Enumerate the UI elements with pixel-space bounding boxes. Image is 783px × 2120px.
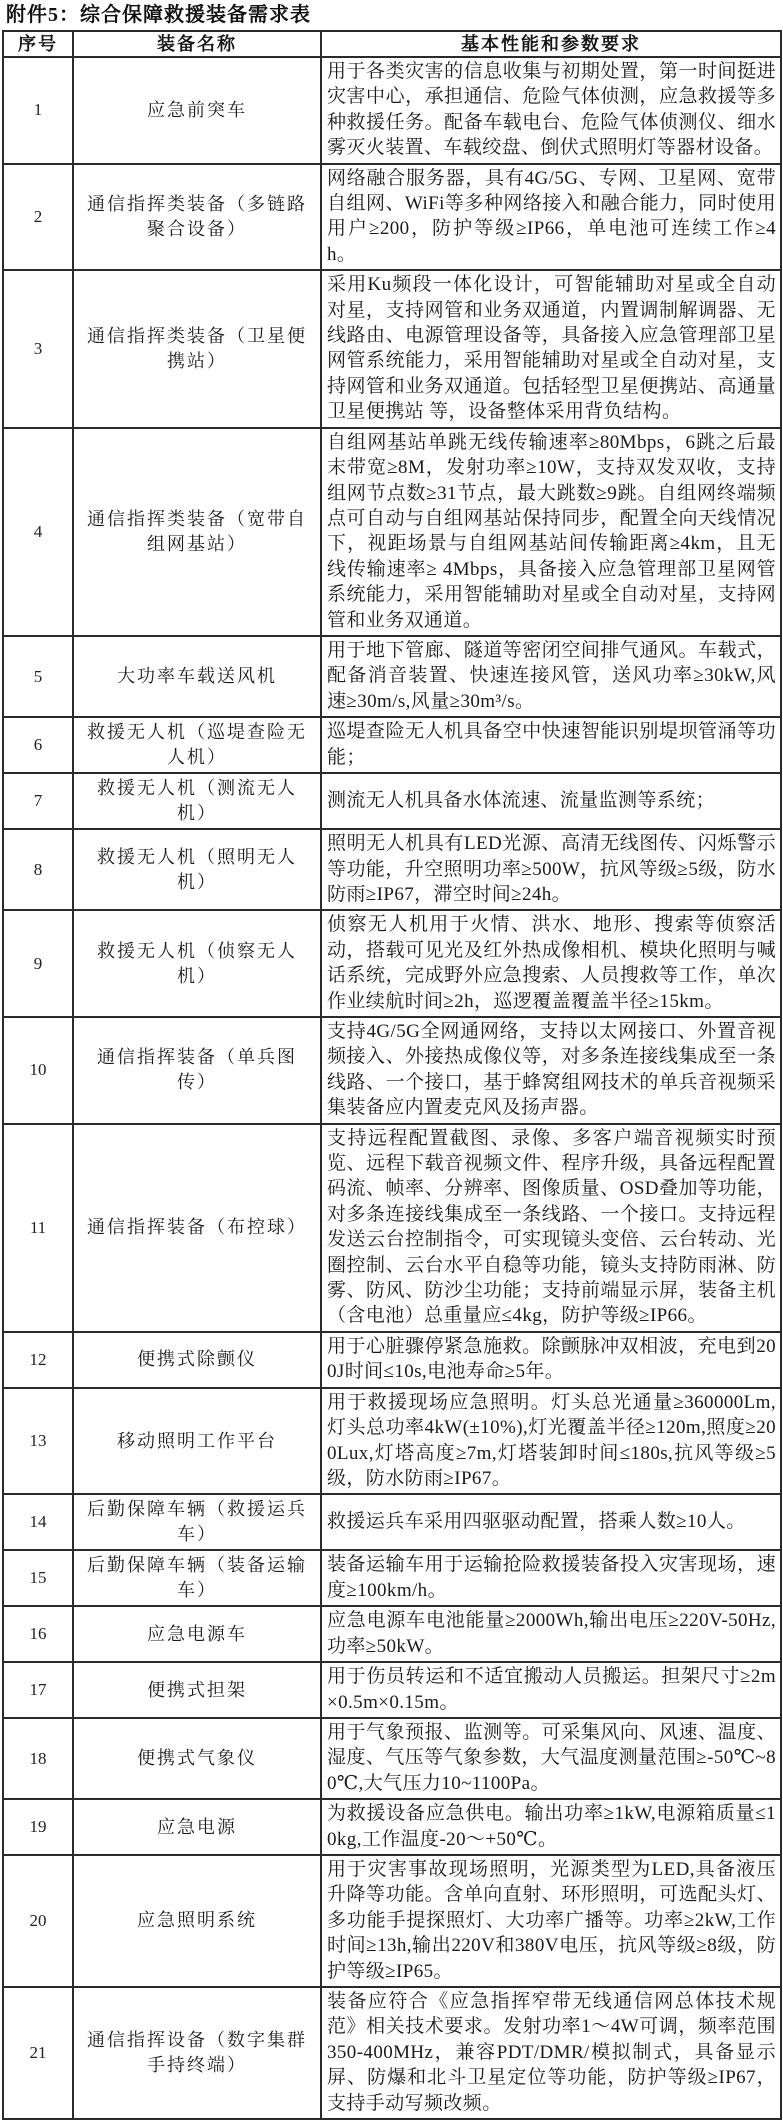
spec-cell: 用于灾害事故现场照明，光源类型为LED,具备液压升降等功能。含单向直射、环形照明，可选配头灯、多功能手提探照灯、大功率广播等。功率≥2kW,工作时间≥13h,输出220V和380V电压，抗风等级≥8级，防护等级≥IP65。 bbox=[321, 1855, 781, 1987]
equipment-name-cell: 便携式除颤仪 bbox=[73, 1332, 321, 1388]
equipment-name-cell: 通信指挥设备（数字集群手持终端） bbox=[73, 1987, 321, 2119]
row-number-cell: 9 bbox=[3, 910, 73, 1017]
spec-cell: 支持远程配置截图、录像、多客户端音视频实时预览、远程下载音视频文件、程序升级，具备远程配置码流、帧率、分辨率、图像质量、OSD叠加等功能，对多条连接线集成至一条线路、一个接口。支持远程发送云台控制指令，可实现镜头变倍、云台转动、光圈控制、云台水平自稳等功能，镜头支持防雨淋、防雾、防风、防沙尘功能；支持前端显示屏，装备主机（含电池）总重量应≤4kg，防护等级≥IP66。 bbox=[321, 1124, 781, 1332]
spec-cell: 巡堤查险无人机具备空中快速智能识别堤坝管涌等功能； bbox=[321, 717, 781, 773]
table-row bbox=[3, 1494, 781, 1550]
equipment-table-body bbox=[3, 57, 781, 2119]
equipment-name-cell: 救援无人机（照明无人机） bbox=[73, 829, 321, 910]
spec-cell: 用于地下管廊、隧道等密闭空间排气通风。车载式，配备消音装置、快速连接风管，送风功率≥30kW,风速≥30m/s,风量≥30m³/s。 bbox=[321, 636, 781, 717]
spec-cell: 用于救援现场应急照明。灯头总光通量≥360000Lm,灯头总功率4kW(±10%),灯光覆盖半径≥120m,照度≥200Lux,灯塔高度≥7m,灯塔装卸时间≤180s,抗风等级≥5级，防水防雨≥IP67。 bbox=[321, 1388, 781, 1495]
table-row bbox=[3, 1606, 781, 1662]
table-row bbox=[3, 1855, 781, 1987]
row-number-cell: 17 bbox=[3, 1662, 73, 1718]
table-row bbox=[3, 910, 781, 1017]
equipment-name-cell: 应急电源车 bbox=[73, 1606, 321, 1662]
spec-cell: 支持4G/5G全网通网络，支持以太网接口、外置音视频接入、外接热成像仪等，对多条连接线集成至一条线路、一个接口，基于蜂窝组网技术的单兵音视频采集装备应内置麦克风及扬声器。 bbox=[321, 1017, 781, 1124]
row-number-cell: 1 bbox=[3, 57, 73, 164]
row-number-cell: 11 bbox=[3, 1124, 73, 1332]
equipment-name-cell: 应急照明系统 bbox=[73, 1855, 321, 1987]
table-row bbox=[3, 1718, 781, 1799]
spec-cell: 侦察无人机用于火情、洪水、地形、搜索等侦察活动，搭载可见光及红外热成像相机、模块化照明与喊话系统，完成野外应急搜索、人员搜救等工作，单次作业续航时间≥2h，巡逻覆盖覆盖半径≥15km。 bbox=[321, 910, 781, 1017]
table-row bbox=[3, 1388, 781, 1495]
table-row bbox=[3, 428, 781, 636]
equipment-requirements-table bbox=[2, 30, 782, 2120]
row-number-cell: 8 bbox=[3, 829, 73, 910]
spec-cell: 为救援设备应急供电。输出功率≥1kW,电源箱质量≤10kg,工作温度-20～+50℃。 bbox=[321, 1799, 781, 1855]
table-row bbox=[3, 717, 781, 773]
header-row bbox=[3, 31, 781, 57]
row-number-cell: 2 bbox=[3, 164, 73, 271]
equipment-name-cell: 救援无人机（巡堤查险无人机） bbox=[73, 717, 321, 773]
row-number-cell: 3 bbox=[3, 270, 73, 427]
table-row bbox=[3, 1550, 781, 1606]
row-number-cell: 15 bbox=[3, 1550, 73, 1606]
spec-cell: 用于各类灾害的信息收集与初期处置，第一时间挺进灾害中心，承担通信、危险气体侦测，应急救援等多种救援任务。配备车载电台、危险气体侦测仪、细水雾灭火装置、车载绞盘、倒伏式照明灯等器材设备。 bbox=[321, 57, 781, 164]
spec-cell: 装备运输车用于运输抢险救援装备投入灾害现场，速度≥100km/h。 bbox=[321, 1550, 781, 1606]
table-row bbox=[3, 1662, 781, 1718]
spec-cell: 采用Ku频段一体化设计，可智能辅助对星或全自动对星，支持网管和业务双通道，内置调制解调器、无线路由、电源管理设备等，具备接入应急管理部卫星网管系统能力，采用智能辅助对星或全自动对星，支持网管和业务双通道。包括轻型卫星便携站、高通量卫星便携站 等，设备整体采用背负结构。 bbox=[321, 270, 781, 427]
spec-cell: 网络融合服务器，具有4G/5G、专网、卫星网、宽带自组网、WiFi等多种网络接入和融合能力，同时使用用户≥200，防护等级≥IP66，单电池可连续工作≥4h。 bbox=[321, 164, 781, 271]
column-header-number: 序号 bbox=[3, 31, 73, 57]
equipment-name-cell: 便携式担架 bbox=[73, 1662, 321, 1718]
equipment-name-cell: 通信指挥类装备（多链路聚合设备） bbox=[73, 164, 321, 271]
equipment-name-cell: 移动照明工作平台 bbox=[73, 1388, 321, 1495]
table-row bbox=[3, 829, 781, 910]
spec-cell: 应急电源车电池能量≥2000Wh,输出电压≥220V-50Hz,功率≥50kW。 bbox=[321, 1606, 781, 1662]
table-row bbox=[3, 773, 781, 829]
row-number-cell: 5 bbox=[3, 636, 73, 717]
equipment-name-cell: 通信指挥类装备（宽带自组网基站） bbox=[73, 428, 321, 636]
spec-cell: 救援运兵车采用四驱驱动配置，搭乘人数≥10人。 bbox=[321, 1494, 781, 1550]
spec-cell: 装备应符合《应急指挥窄带无线通信网总体技术规范》相关技术要求。发射功率1～4W可调，频率范围350-400MHz，兼容PDT/DMR/模拟制式，具备显示屏、防爆和北斗卫星定位等功能，防护等级≥IP67，支持手动写频改频。 bbox=[321, 1987, 781, 2119]
equipment-name-cell: 便携式气象仪 bbox=[73, 1718, 321, 1799]
row-number-cell: 7 bbox=[3, 773, 73, 829]
table-row bbox=[3, 57, 781, 164]
row-number-cell: 21 bbox=[3, 1987, 73, 2119]
table-row bbox=[3, 1017, 781, 1124]
row-number-cell: 18 bbox=[3, 1718, 73, 1799]
table-row bbox=[3, 1799, 781, 1855]
spec-cell: 照明无人机具有LED光源、高清无线图传、闪烁警示等功能，升空照明功率≥500W，抗风等级≥5级，防水防雨≥IP67，滞空时间≥24h。 bbox=[321, 829, 781, 910]
table-row bbox=[3, 1987, 781, 2119]
document-title: 附件5：综合保障救援装备需求表 bbox=[6, 4, 311, 26]
column-header-spec: 基本性能和参数要求 bbox=[321, 31, 781, 57]
row-number-cell: 10 bbox=[3, 1017, 73, 1124]
row-number-cell: 19 bbox=[3, 1799, 73, 1855]
spec-cell: 用于心脏骤停紧急施救。除颤脉冲双相波，充电到200J时间≤10s,电池寿命≥5年。 bbox=[321, 1332, 781, 1388]
equipment-name-cell: 应急电源 bbox=[73, 1799, 321, 1855]
row-number-cell: 20 bbox=[3, 1855, 73, 1987]
spec-cell: 用于气象预报、监测等。可采集风向、风速、温度、湿度、气压等气象参数，大气温度测量范围≥-50℃~80℃,大气压力10~1100Pa。 bbox=[321, 1718, 781, 1799]
table-row bbox=[3, 1124, 781, 1332]
equipment-name-cell: 救援无人机（测流无人机） bbox=[73, 773, 321, 829]
equipment-name-cell: 大功率车载送风机 bbox=[73, 636, 321, 717]
row-number-cell: 6 bbox=[3, 717, 73, 773]
equipment-name-cell: 应急前突车 bbox=[73, 57, 321, 164]
equipment-name-cell: 通信指挥类装备（卫星便携站） bbox=[73, 270, 321, 427]
table-row bbox=[3, 270, 781, 427]
equipment-name-cell: 后勤保障车辆（装备运输车） bbox=[73, 1550, 321, 1606]
spec-cell: 用于伤员转运和不适宜搬动人员搬运。担架尺寸≥2m×0.5m×0.15m。 bbox=[321, 1662, 781, 1718]
row-number-cell: 4 bbox=[3, 428, 73, 636]
row-number-cell: 13 bbox=[3, 1388, 73, 1495]
row-number-cell: 14 bbox=[3, 1494, 73, 1550]
equipment-name-cell: 通信指挥装备（单兵图传） bbox=[73, 1017, 321, 1124]
equipment-name-cell: 通信指挥装备（布控球） bbox=[73, 1124, 321, 1332]
table-row bbox=[3, 636, 781, 717]
spec-cell: 自组网基站单跳无线传输速率≥80Mbps，6跳之后最末带宽≥8M，发射功率≥10W，支持双发双收，支持组网节点数≥31节点，最大跳数≥9跳。自组网终端频点可自动与自组网基站保持同步，配置全向天线情况下，视距场景与自组网基站间传输距离≥4km，且无线传输速率≥ 4Mbps，具备接入应急管理部卫星网管系统能力，采用智能辅助对星或全自动对星，支持网管和业务双通道。 bbox=[321, 428, 781, 636]
equipment-name-cell: 后勤保障车辆（救援运兵车） bbox=[73, 1494, 321, 1550]
table-row bbox=[3, 1332, 781, 1388]
spec-cell: 测流无人机具备水体流速、流量监测等系统； bbox=[321, 773, 781, 829]
row-number-cell: 12 bbox=[3, 1332, 73, 1388]
table-header bbox=[3, 31, 781, 57]
row-number-cell: 16 bbox=[3, 1606, 73, 1662]
table-row bbox=[3, 164, 781, 271]
equipment-name-cell: 救援无人机（侦察无人机） bbox=[73, 910, 321, 1017]
column-header-equipment-name: 装备名称 bbox=[73, 31, 321, 57]
